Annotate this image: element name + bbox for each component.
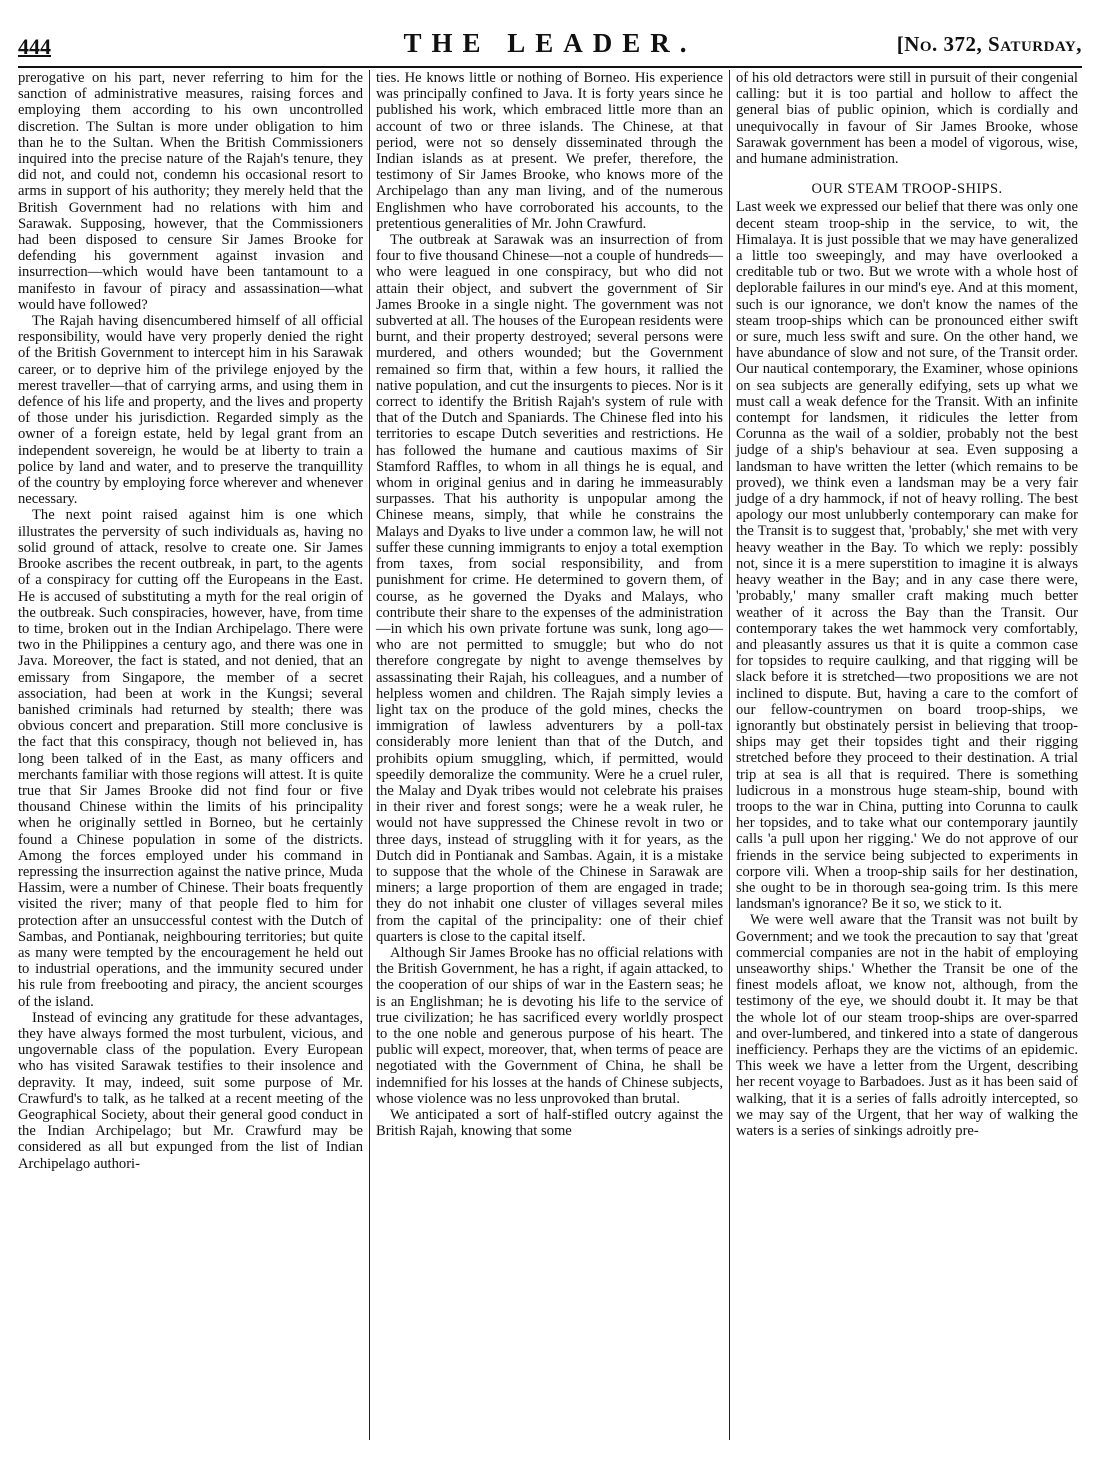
column-3 <box>730 70 1078 1440</box>
paragraph: ties. He knows little or nothing of Borneo. His experience was principally confined to Java. It is forty years since he published his work, which embraced little more than an account of two or three islands. The Chinese, at that period, were not so densely disseminated through the Indian islands as at present. We prefer, therefore, the testimony of Sir James Brooke, who knows more of the Archipelago than any man living, and of the numerous Englishmen who have corroborated his accounts, to the pretentious generalities of Mr. John Crawfurd. <box>376 70 723 232</box>
paragraph: The next point raised against him is one which illustrates the perversity of such individuals as, having no solid ground of attack, resolve to create one. Sir James Brooke ascribes the recent outbreak, in part, to the agents of a conspiracy for cutting off the Europeans in the East. He is accused of substituting a myth for the real origin of the outbreak. Such conspiracies, however, have, from time to time, broken out in the Indian Archipelago. There were two in the Philippines a century ago, and there was one in Java. Moreover, the fact is stated, and not denied, that an emissary from Singapore, the member of a secret association, had been at work in the Kungsi; several banished criminals had returned by stealth; there was obvious concert and preparation. Still more conclusive is the fact that this conspiracy, though not believed in, has long been talked of in the East, as many officers and merchants familiar with those regions will attest. It is quite true that Sir James Brooke did not find four or five thousand Chinese within the limits of his principality when he originally settled in Borneo, but he certainly found a Chinese population in some of the districts. Among the forces employed under his command in repressing the insurrection against the native prince, Muda Hassim, were a number of Chinese. Their boats frequently visited the river; many of that people fled to him for protection after an unsuccessful contest with the Dutch of Sambas, and Pontianak, neighbouring territories; but quite as many were tempted by the encouragement he held out to industrial operations, and the immunity secured under his rule from freebooting and piracy, the ancient scourges of the island. <box>18 507 363 1010</box>
column-2 <box>370 70 730 1440</box>
paragraph: We anticipated a sort of half-stifled outcry against the British Rajah, knowing that some <box>376 1107 723 1140</box>
issue-line: [No. 372, Saturday, <box>896 32 1082 56</box>
paragraph: The Rajah having disencumbered himself of all official responsibility, would have very properly denied the right of the British Government to intercept him in his Sarawak career, or to deprive him of the privilege enjoyed by the merest traveller—that of carrying arms, and using them in defence of his life and property, and the lives and property of those under his jurisdiction. Regarded simply as the owner of a foreign estate, held by legal grant from an independent sovereign, he would be at liberty to train a police by land and water, and to preserve the tranquillity of the country by employing force wherever and whenever necessary. <box>18 313 363 508</box>
paragraph: The outbreak at Sarawak was an insurrection of from four to five thousand Chinese—not a couple of hundreds—who were leagued in one conspiracy, but who did not attain their object, and subvert the government of Sir James Brooke in a single night. The government was not subverted at all. The houses of the European residents were burnt, and their property destroyed; several persons were murdered, and others wounded; but the Government remained so firm that, within a few hours, it rallied the native population, and cut the insurgents to pieces. Nor is it correct to identify the British Rajah's system of rule with that of the Dutch and Spaniards. The Chinese fled into his territories to escape Dutch severities and restrictions. He has followed the humane and cautious maxims of Sir Stamford Raffles, to whom in all things he is equal, and whom in original genius and in daring he immeasurably surpasses. That his authority is unpopular among the Chinese means, simply, that while he constrains the Malays and Dyaks to live under a common law, he will not suffer these cunning immigrants to enjoy a total exemption from taxes, from social responsibility, and from punishment for crime. He determined to govern them, of course, as he governed the Dyaks and Malays, who contribute their share to the expenses of the administration—in which his own private fortune was sunk, long ago—who are not permitted to smuggle; but who do not therefore congregate by night to avenge themselves by assassinating their Rajah, his colleagues, and a number of helpless women and children. The Rajah simply levies a light tax on the produce of the gold mines, checks the immigration of lawless adventurers by a poll-tax considerably more lenient than that of the Dutch, and prohibits opium smuggling, which, if permitted, would speedily demoralize the community. Were he a cruel ruler, the Malay and Dyak tribes would not celebrate his praises in their river and forest songs; were he a weak ruler, he would not have suppressed the Chinese revolt in two or three days, instead of struggling with it for years, as the Dutch did in Pontianak and Sambas. Again, it is a mistake to suppose that the whole of the Chinese in Sarawak are miners; a large proportion of them are engaged in trade; they do not inhabit one cluster of villages several miles from the capital of the principality: one of their chief quarters is close to the capital itself. <box>376 232 723 945</box>
paragraph: Although Sir James Brooke has no official relations with the British Government, he has a right, if again attacked, to the cooperation of our ships of war in the Eastern seas; he is an Englishman; he is devoting his life to the service of true civilization; he has sacrificed every worldly prospect to the one noble and generous purpose of his heart. The public will expect, moreover, that, when terms of peace are negotiated with the Government of China, he shall be indemnified for his losses at the hands of Chinese subjects, whose violence was no less unprovoked than brutal. <box>376 944 723 1107</box>
article-heading: OUR STEAM TROOP-SHIPS. <box>811 181 1003 198</box>
paragraph: Last week we expressed our belief that there was only one decent steam troop-ship in the service, to wit, the Himalaya. It is just possible that we may have generalized a little too sweepingly, and may have overlooked a creditable tub or two. But we wrote with a whole host of deplorable failures in our mind's eye. And at this moment, such is our ignorance, we don't know the names of the steam troop-ships which can be pronounced either swift or sure, much less swift and sure. On the other hand, we have abundance of slow and not sure, of the Transit order. Our nautical contemporary, the Examiner, whose opinions on sea subjects are generally edifying, sets up what we must call a weak defence for the Transit. With an infinite contempt for landsmen, it ridicules the letter from Corunna as the wail of a soldier, probably not the best judge of a ship's behaviour at sea. Even supposing a landsman to have written the letter (which remains to be proved), we think even a landsman may be a very fair judge of a dry hammock, if not of heavy rolling. The best apology our most unlubberly contemporary can make for the Transit is to suggest that, 'probably,' she met with very heavy weather in the Bay. To which we reply: possibly not, since it is a mere superstition to imagine it is always heavy weather in the Bay; and in any case there were, 'probably,' many smaller craft making much better weather of it across the Bay than the Transit. Our contemporary takes the wet hammock very comfortably, and pleasantly assures us that it is quite a common case for topsides to require caulking, and that rigging will be slack before it is stretched—two propositions we are not inclined to dispute. But, having a care to the comfort of our fellow-countrymen on board troop-ships, we ignorantly but obstinately persist in believing that troop-ships may get their topsides tight and their rigging stretched before they proceed to their destination. A trial trip at sea is all that is required. There is something ludicrous in a monstrous huge steam-ship, bound with troops to the war in China, putting into Corunna to caulk her topsides, and to take what our contemporary jauntily calls 'a pull upon her rigging.' We do not approve of our friends in the service being subjected to experiments in corpore vili. When a troop-ship sails for her destination, she ought to be in thorough sea-going trim. Is this mere landsman's ignorance? Be it so, we stick to it. <box>736 199 1078 913</box>
paragraph: Instead of evincing any gratitude for these advantages, they have always formed the most turbulent, vicious, and ungovernable class of the population. Every European who has visited Sarawak testifies to their insolence and depravity. It may, indeed, suit some purpose of Mr. Crawfurd's to talk, as he talked at a recent meeting of the Geographical Society, about their general good conduct in the Indian Archipelago; but Mr. Crawfurd may be considered as all but expunged from the list of Indian Archipelago authori- <box>18 1009 363 1172</box>
column-1 <box>18 70 370 1440</box>
paragraph: of his old detractors were still in pursuit of their congenial calling: but it is too partial and hollow to affect the general bias of public opinion, which is cordially and unequivocally in favour of Sir James Brooke, whose Sarawak government has been a model of vigorous, wise, and humane administration. <box>736 70 1078 168</box>
newspaper-title: THE LEADER. <box>403 28 697 58</box>
paragraph: prerogative on his part, never referring to him for the sanction of administrative measures, raising forces and employing them according to his own uncontrolled discretion. The Sultan is more under obligation to him than he to the Sultan. When the British Commissioners inquired into the precise nature of the Rajah's tenure, they did not, and could not, condemn his occasional resort to arms in support of his authority; they merely held that the British Government had no relations with him and Sarawak. Supposing, however, that the Commissioners had been disposed to censure Sir James Brooke for defending his government against invasion and insurrection—which would have been tantamount to a manifesto in favour of piracy and assassination—what would have followed? <box>18 70 363 313</box>
header-rule <box>18 66 1082 68</box>
paragraph: We were well aware that the Transit was not built by Government; and we took the precaution to say that 'great commercial companies are not in the habit of employing unseaworthy ships.' Whether the Transit be one of the finest models afloat, we know not, although, from the testimony of the eye, we should doubt it. It may be that the whole lot of our steam troop-ships are over-sparred and over-lumbered, and tinkered into a state of dangerous inefficiency. Perhaps they are the victims of an epidemic. This week we have a letter from the Urgent, describing her recent voyage to Barbadoes. Just as it has been said of walking, that it is a series of falls adroitly intercepted, so we may say of the Urgent, that her way of walking the waters is a series of sinkings adroitly pre- <box>736 912 1078 1139</box>
masthead <box>18 28 1082 66</box>
article-columns <box>18 70 1078 1440</box>
page-number: 444 <box>18 34 51 59</box>
